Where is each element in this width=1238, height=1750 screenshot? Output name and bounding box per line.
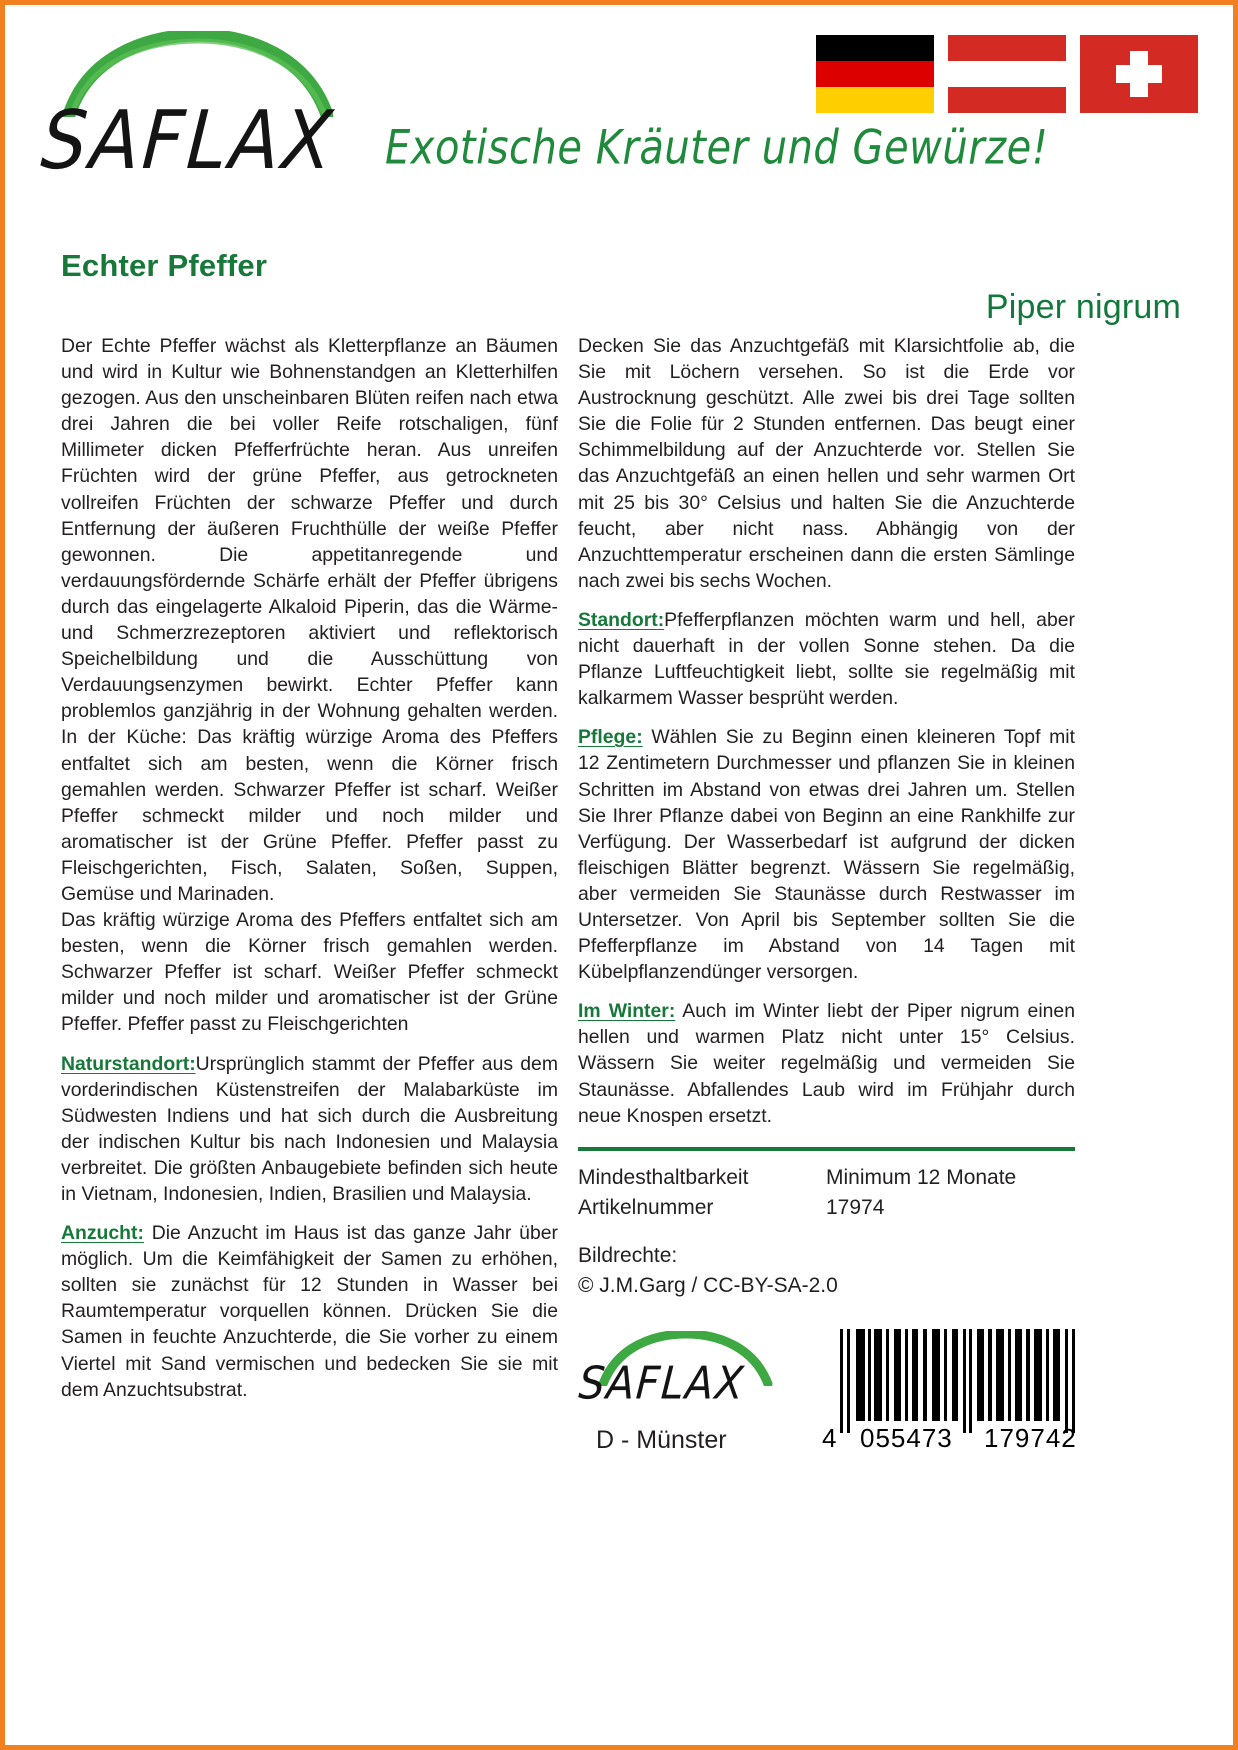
standort-label: Standort: (578, 608, 665, 631)
aroma-paragraph: Das kräftig würzige Aroma des Pfeffers entfaltet sich am besten, wenn die Körner frisch gemahlen werden. Schwarzer Pfeffer ist scharf. Weißer Pfeffer schmeckt milder und noch milder und aromatischer ist der Grüne Pfeffer. Pfeffer passt zu Fleischgerichten (61, 909, 558, 1036)
product-info-table (578, 1163, 1075, 1223)
naturstandort-label: Naturstandort: (61, 1052, 196, 1075)
spacer (578, 985, 1075, 998)
im-winter-label: Im Winter: (578, 1000, 676, 1023)
spacer (61, 1207, 558, 1220)
image-credit (578, 1241, 1075, 1301)
anzucht-text: Die Anzucht im Haus ist das ganze Jahr über möglich. Um die Keimfähigkeit der Samen zu erhöhen, sollten sie zunächst für 12 Stunden in Wasser bei Raumtemperatur vorquellen können. Drücken Sie die Samen in feuchte Anzuchterde, die Sie vorher zu einem Viertel mit Sand vermischen und bedecken Sie sie mit dem Anzuchtsubstrat. (61, 1222, 558, 1401)
naturstandort-text: Ursprünglich stammt der Pfeffer aus dem vorderindischen Küstenstreifen der Malabarküste im Südwesten Indiens und hat sich durch die Ausbreitung der indischen Kultur bis nach Indonesien und Malaysia verbreitet. Die größten Anbaugebiete befinden sich heute in Vietnam, Indonesien, Indien, Brasilien und Malaysia. (61, 1052, 558, 1205)
table-row (578, 1163, 1075, 1193)
footer-brand-logo (578, 1331, 788, 1461)
section-naturstandort (61, 1051, 558, 1208)
page-title-botanical-name: Piper nigrum (985, 288, 1181, 326)
spacer (578, 594, 1075, 607)
section-divider (578, 1147, 1075, 1151)
section-standort (578, 607, 1075, 711)
intro-paragraph: Der Echte Pfeffer wächst als Kletterpflanze an Bäumen und wird in Kultur wie Bohnenstandgen an Kletterhilfen gezogen. Aus den unscheinbaren Blüten reifen nach etwa drei Jahren die bei voller Reife rotschaligen, fünf Millimeter dicken Pfefferfrüchte heran. Aus unreifen Früchten wird der grüne Pfeffer, aus getrockneten vollreifen Früchten der schwarze Pfeffer und durch Entfernung der äußeren Fruchthülle der weiße Pfeffer gewonnen. Die appetitanregende und verdauungsfördernde Schärfe erhält der Pfeffer übrigens durch das eingelagerte Alkaloid Piperin, das die Wärme- und Schmerzrezeptoren aktiviert und reflektorisch Speichelbildung und die Ausschüttung von Verdauungsenzymen bewirkt. Echter Pfeffer kann problemlos ganzjährig in der Wohnung gehalten werden. In der Küche: Das kräftig würzige Aroma des Pfeffers entfaltet sich am besten, wenn die Körner frisch gemahlen werden. Schwarzer Pfeffer ist scharf. Weißer Pfeffer schmeckt milder und noch milder und aromatischer ist der Grüne Pfeffer. Pfeffer passt zu Fleischgerichten, Fisch, Salaten, Soßen, Suppen, Gemüse und Marinaden. (61, 335, 558, 905)
switzerland-flag-icon (1080, 35, 1198, 113)
page-header (5, 5, 1233, 210)
footer-city-label: D - Münster (596, 1425, 727, 1454)
anzucht-label: Anzucht: (61, 1222, 144, 1245)
barcode-left-group: 055473 (860, 1422, 953, 1453)
image-credit-label: Bildrechte: (578, 1243, 678, 1267)
spacer (61, 1038, 558, 1051)
info-key: Mindesthaltbarkeit (578, 1165, 749, 1189)
info-key: Artikelnummer (578, 1195, 714, 1219)
pflege-label: Pflege: (578, 726, 643, 749)
im-winter-text: Auch im Winter liebt der Piper nigrum einen hellen und warmen Platz nicht unter 15° Celsius. Wässern Sie weiter regelmäßig und vermeiden Sie Staunässe. Abfallendes Laub wird im Frühjahr durch neue Knospen ersetzt. (578, 1000, 1076, 1127)
austria-flag-icon (948, 35, 1066, 113)
footer-row (578, 1323, 1075, 1461)
country-flags (816, 35, 1198, 113)
info-value: 17974 (826, 1195, 885, 1219)
footer-logo-wordmark: SAFLAX (577, 1356, 747, 1410)
section-pflege (578, 724, 1075, 985)
spacer (578, 711, 1075, 724)
germany-flag-icon (816, 35, 934, 113)
right-text-column (578, 333, 1075, 1461)
sowing-paragraph: Decken Sie das Anzuchtgefäß mit Klarsichtfolie ab, die Sie mit Löchern versehen. So ist die Erde vor Austrocknung geschützt. Alle zwei bis drei Tage sollten Sie die Folie für 2 Stunden entfernen. Das beugt einer Schimmelbildung auf der Anzuchterde vor. Stellen Sie das Anzuchtgefäß an einen hellen und sehr warmen Ort mit 25 bis 30° Celsius und halten Sie die Anzuchterde feucht, aber nicht nass. Abhängig von der Anzuchttemperatur erscheinen dann die ersten Sämlinge nach zwei bis sechs Wochen. (578, 335, 1075, 592)
barcode-lead-digit: 4 (822, 1422, 837, 1453)
image-credit-value: © J.M.Garg / CC-BY-SA-2.0 (578, 1273, 838, 1297)
left-text-column (61, 333, 558, 1461)
info-value: Minimum 12 Monate (826, 1165, 1017, 1189)
barcode-right-group: 179742 (984, 1422, 1077, 1453)
brand-tagline: Exotische Kräuter und Gewürze! (385, 120, 1049, 176)
page-title-common-name: Echter Pfeffer (61, 248, 268, 283)
standort-text: Pfefferpflanzen möchten warm und hell, aber nicht dauerhaft in der vollen Sonne stehen. Da die Pflanze Luftfeuchtigkeit liebt, sollte sie regelmäßig mit kalkarmem Wasser besprüht werden. (578, 608, 1075, 710)
brand-logo (38, 23, 355, 193)
barcode-icon (816, 1323, 1078, 1461)
table-row (578, 1193, 1075, 1223)
pflege-text: Wählen Sie zu Beginn einen kleineren Topf mit 12 Zentimetern Durchmesser und pflanzen Sie in kleinen Schritten im Abstand von etwas drei Jahren um. Stellen Sie Ihrer Pflanze dabei von Beginn an eine Rankhilfe zur Verfügung. Der Wasserbedarf ist aufgrund der dicken fleischigen Blätter begrenzt. Wässern Sie regelmäßig, aber vermeiden Sie Staunässe durch Restwasser im Untersetzer. Von April bis September sollten Sie die Pfefferpflanze im Abstand von 14 Tagen mit Kübelpflanzendünger versorgen. (578, 726, 1075, 984)
body-columns (5, 333, 1233, 1461)
logo-wordmark: SAFLAX (38, 93, 339, 188)
section-anzucht (61, 1220, 558, 1403)
barcode (816, 1323, 1078, 1461)
section-im-winter (578, 998, 1075, 1128)
